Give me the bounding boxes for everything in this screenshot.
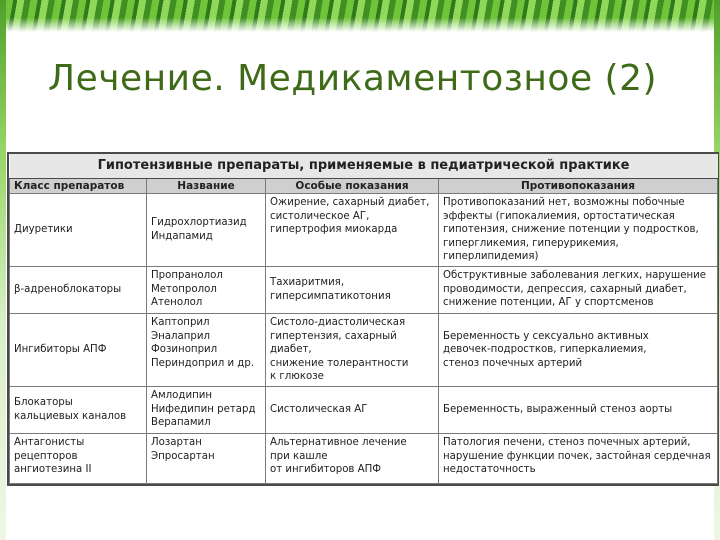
table-caption: Гипотензивные препараты, применяемые в педиатрической практике <box>10 154 718 179</box>
cell-name: Амлодипин Нифедипин ретард Верапамил <box>147 386 266 433</box>
cell-class: β-адреноблокаторы <box>10 266 147 313</box>
cell-class: Блокаторы кальциевых каналов <box>10 386 147 433</box>
cell-indications: Ожирение, сахарный диабет, систолическое АГ, гипертрофия миокарда <box>266 194 439 267</box>
cell-contraindications: Беременность, выраженный стеноз аорты <box>439 386 718 433</box>
header-name: Название <box>147 179 266 194</box>
header-contraindications: Противопоказания <box>439 179 718 194</box>
cell-name: Гидрохлортиазид Индапамид <box>147 194 266 267</box>
drug-table-container <box>7 152 719 486</box>
cell-indications: Тахиаритмия, гиперсимпатикотония <box>266 266 439 313</box>
cell-indications: Систоло-диастолическая гипертензия, сахарный диабет, снижение толерантности к глюкозе <box>266 313 439 386</box>
cell-indications: Систолическая АГ <box>266 386 439 433</box>
cell-name: Лозартан Эпросартан <box>147 433 266 483</box>
grass-banner <box>0 0 720 32</box>
cell-name: Пропранолол Метопролол Атенолол <box>147 266 266 313</box>
cell-contraindications: Обструктивные заболевания легких, нарушение проводимости, депрессия, сахарный диабет, снижение потенции, АГ у спортсменов <box>439 266 718 313</box>
cell-class: Антагонисты рецепторов ангиотезина II <box>10 433 147 483</box>
cell-class: Ингибиторы АПФ <box>10 313 147 386</box>
header-class: Класс препаратов <box>10 179 147 194</box>
table-row <box>10 433 718 483</box>
table-row <box>10 194 718 267</box>
table-row <box>10 386 718 433</box>
header-indications: Особые показания <box>266 179 439 194</box>
table-row <box>10 266 718 313</box>
cell-name: Каптоприл Эналаприл Фозиноприл Периндоприл и др. <box>147 313 266 386</box>
table-row <box>10 313 718 386</box>
cell-class: Диуретики <box>10 194 147 267</box>
drug-table <box>9 154 718 484</box>
cell-indications: Альтернативное лечение при кашле от ингибиторов АПФ <box>266 433 439 483</box>
cell-contraindications: Беременность у сексуально активных девочек-подростков, гиперкалиемия, стеноз почечных артерий <box>439 313 718 386</box>
cell-contraindications: Противопоказаний нет, возможны побочные эффекты (гипокалиемия, ортостатическая гипотензия, снижение потенции у подростков, гипергликемия, гиперурикемия, гиперлипидемия) <box>439 194 718 267</box>
left-frame-strip <box>0 0 6 540</box>
slide-title: Лечение. Медикаментозное (2) <box>48 58 658 99</box>
cell-contraindications: Патология печени, стеноз почечных артерий, нарушение функции почек, застойная сердечная недостаточность <box>439 433 718 483</box>
